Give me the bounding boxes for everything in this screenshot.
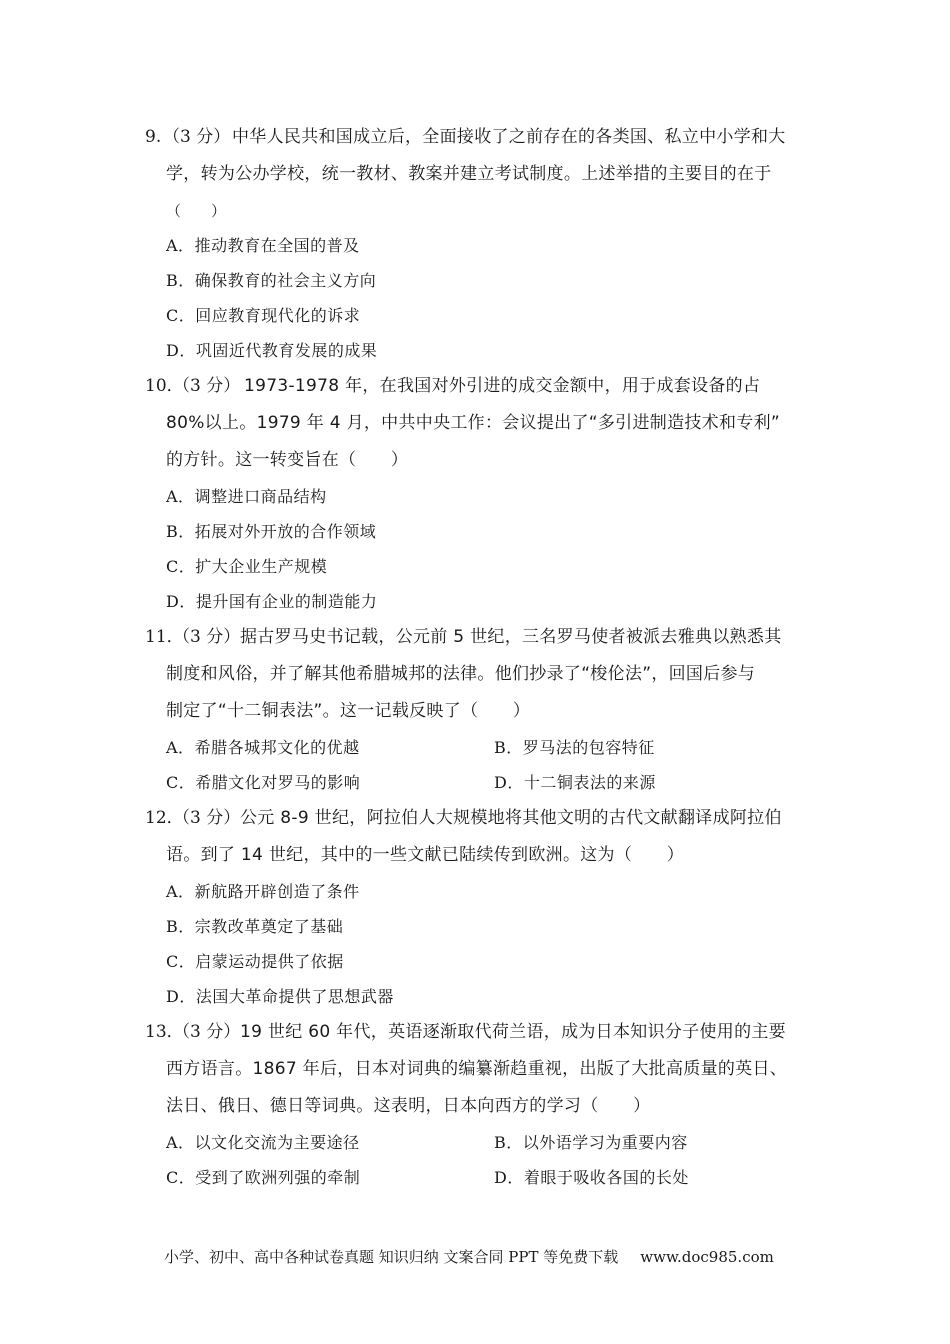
option-d: D．法国大革命提供了思想武器 xyxy=(166,987,394,1006)
option-a: A．推动教育在全国的普及 xyxy=(166,236,360,255)
question-score: （3 分） xyxy=(173,808,241,828)
question-stem-line: 制定了“十二铜表法”。这一记载反映了（ ） xyxy=(166,701,531,721)
question-number: 9. xyxy=(145,127,162,147)
footer-site-link[interactable]: www.doc985.com xyxy=(640,1248,774,1266)
question-stem-line: 语。到了 14 世纪，其中的一些文献已陆续传到欧洲。这为（ ） xyxy=(166,845,685,865)
option-a: A．以文化交流为主要途径 xyxy=(166,1133,360,1152)
question-stem-line: 1973-1978 年，在我国对外引进的成交金额中，用于成套设备的占 xyxy=(244,376,761,396)
option-b: B．以外语学习为重要内容 xyxy=(494,1133,688,1152)
footer-text: 小学、初中、高中各种试卷真题 知识归纳 文案合同 PPT 等免费下载 xyxy=(164,1248,619,1266)
question-stem-line: 的方针。这一转变旨在（ ） xyxy=(166,450,409,470)
question-score: （3 分） xyxy=(173,627,241,647)
option-a: A．调整进口商品结构 xyxy=(166,487,327,506)
option-c: C．希腊文化对罗马的影响 xyxy=(166,773,361,792)
question-stem-line: 据古罗马史书记载，公元前 5 世纪，三名罗马使者被派去雅典以熟悉其 xyxy=(240,627,782,647)
question-number: 11． xyxy=(145,627,184,647)
option-c: C．启蒙运动提供了依据 xyxy=(166,952,344,971)
question-score: （3 分） xyxy=(173,1022,241,1042)
answer-blank: （ ） xyxy=(166,202,227,220)
option-d: D．巩固近代教育发展的成果 xyxy=(166,341,378,360)
question-score: （3 分） xyxy=(163,127,231,147)
option-c: C．扩大企业生产规模 xyxy=(166,557,328,576)
question-stem-line: 19 世纪 60 年代，英语逐渐取代荷兰语，成为日本知识分子使用的主要 xyxy=(240,1022,786,1042)
question-stem-line: 公元 8-9 世纪，阿拉伯人大规模地将其他文明的古代文献翻译成阿拉伯 xyxy=(240,808,782,828)
question-stem-line: 中华人民共和国成立后，全面接收了之前存在的各类国、私立中小学和大 xyxy=(232,127,786,147)
option-d: D．十二铜表法的来源 xyxy=(494,773,656,792)
option-b: B．拓展对外开放的合作领域 xyxy=(166,522,377,541)
page-footer xyxy=(164,1246,774,1267)
question-number: 13． xyxy=(145,1022,184,1042)
option-a: A．希腊各城邦文化的优越 xyxy=(166,738,360,757)
option-b: B．罗马法的包容特征 xyxy=(494,738,655,757)
question-number: 10． xyxy=(145,376,184,396)
option-d: D．着眼于吸收各国的长处 xyxy=(494,1168,689,1187)
option-b: B．宗教改革奠定了基础 xyxy=(166,917,344,936)
option-c: C．回应教育现代化的诉求 xyxy=(166,306,361,325)
option-a: A．新航路开辟创造了条件 xyxy=(166,882,360,901)
question-score: （3 分） xyxy=(173,376,241,396)
option-d: D．提升国有企业的制造能力 xyxy=(166,592,378,611)
option-c: C．受到了欧洲列强的牵制 xyxy=(166,1168,361,1187)
question-stem-line: 制度和风俗，并了解其他希腊城邦的法律。他们抄录了“梭伦法”，回国后参与 xyxy=(166,664,756,684)
option-b: B．确保教育的社会主义方向 xyxy=(166,271,377,290)
question-stem-line: 法日、俄日、德日等词典。这表明，日本向西方的学习（ ） xyxy=(166,1096,651,1116)
question-stem-line: 西方语言。1867 年后，日本对词典的编纂渐趋重视，出版了大批高质量的英日、 xyxy=(166,1059,788,1079)
question-stem-line: 学，转为公办学校，统一教材、教案并建立考试制度。上述举措的主要目的在于 xyxy=(166,164,772,184)
question-stem-line: 80%以上。1979 年 4 月，中共中央工作：会议提出了“多引进制造技术和专利” xyxy=(166,413,780,433)
question-number: 12． xyxy=(145,808,184,828)
